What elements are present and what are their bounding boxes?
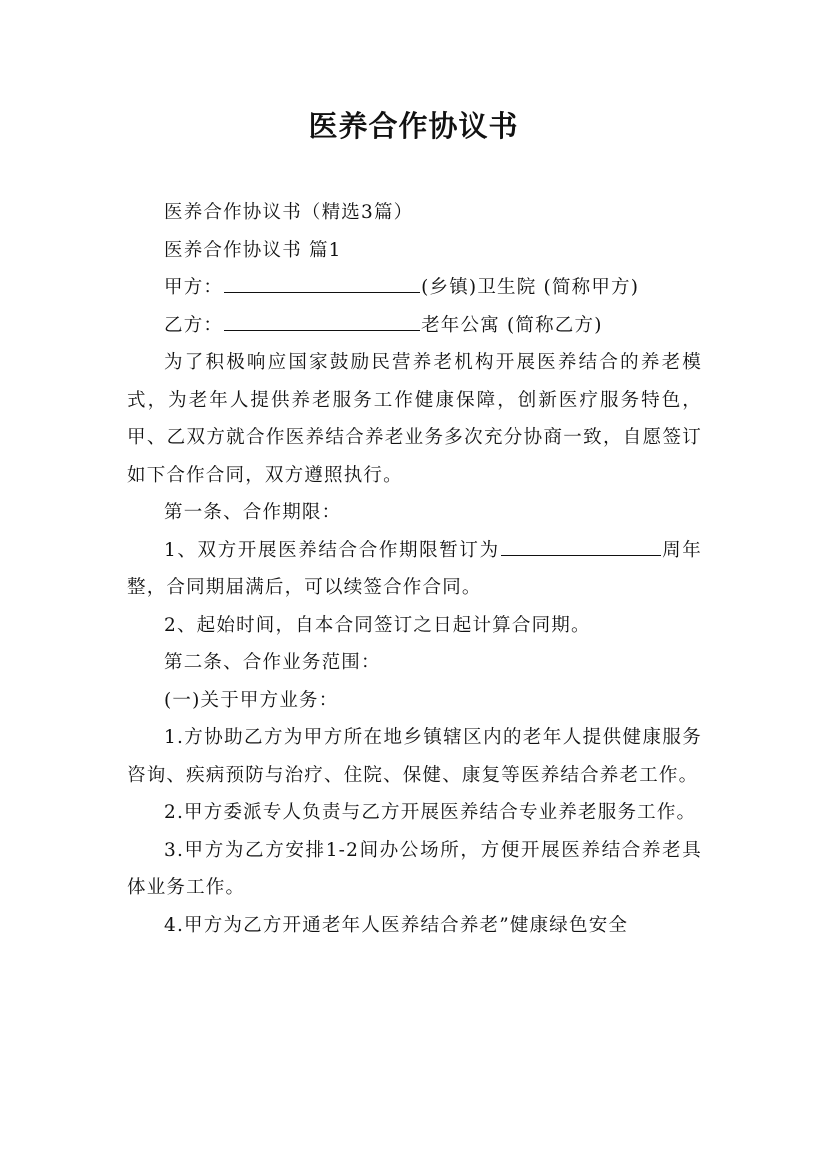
party-b-suffix: 老年公寓 (简称乙方) [421, 314, 603, 336]
contract-term-blank [501, 535, 661, 556]
subtitle: 医养合作协议书（精选3篇） [164, 202, 414, 223]
article1-item2: 2、起始时间，自本合同签订之日起计算合同期。 [164, 614, 591, 636]
party-b-prefix: 乙方： [164, 314, 224, 336]
item-3: 3.甲方为乙方安排1-2间办公场所，方便开展医养结合养老具体业务工作。 [127, 839, 702, 898]
party-a-prefix: 甲方： [164, 277, 224, 298]
article1-title: 第一条、合作期限： [164, 502, 342, 523]
article2-title: 第二条、合作业务范围： [164, 652, 381, 673]
document-title: 医养合作协议书 [308, 109, 519, 143]
party-b-blank [224, 310, 420, 331]
document-body [127, 194, 702, 944]
item-1: 1.方协助乙方为甲方所在地乡镇辖区内的老年人提供健康服务咨询、疾病预防与治疗、住院、保健、康复等医养结合养老工作。 [127, 727, 702, 786]
section-heading: 医养合作协议书 篇1 [164, 239, 342, 261]
article1-item1 [127, 532, 702, 607]
party-a-suffix: (乡镇)卫生院 (简称甲方) [421, 277, 640, 298]
party-a-blank [224, 272, 420, 293]
article1-item1-prefix: 1、双方开展医养结合合作期限暂订为 [164, 539, 500, 561]
item-4: 4.甲方为乙方开通老年人医养结合养老”健康绿色安全 [164, 914, 629, 936]
party-a-line [127, 269, 702, 307]
intro-paragraph: 为了积极响应国家鼓励民营养老机构开展医养结合的养老模式，为老年人提供养老服务工作健康保障，创新医疗服务特色，甲、乙双方就合作医养结合养老业务多次充分协商一致，自愿签订如下合作合同，双方遵照执行。 [127, 352, 702, 486]
party-b-line [127, 307, 702, 345]
article1-item1-suffix: 周年整，合同期届满后，可以续签合作合同。 [127, 539, 703, 598]
article2-sub1: (一)关于甲方业务： [164, 689, 339, 711]
item-2: 2.甲方委派专人负责与乙方开展医养结合专业养老服务工作。 [164, 802, 697, 823]
